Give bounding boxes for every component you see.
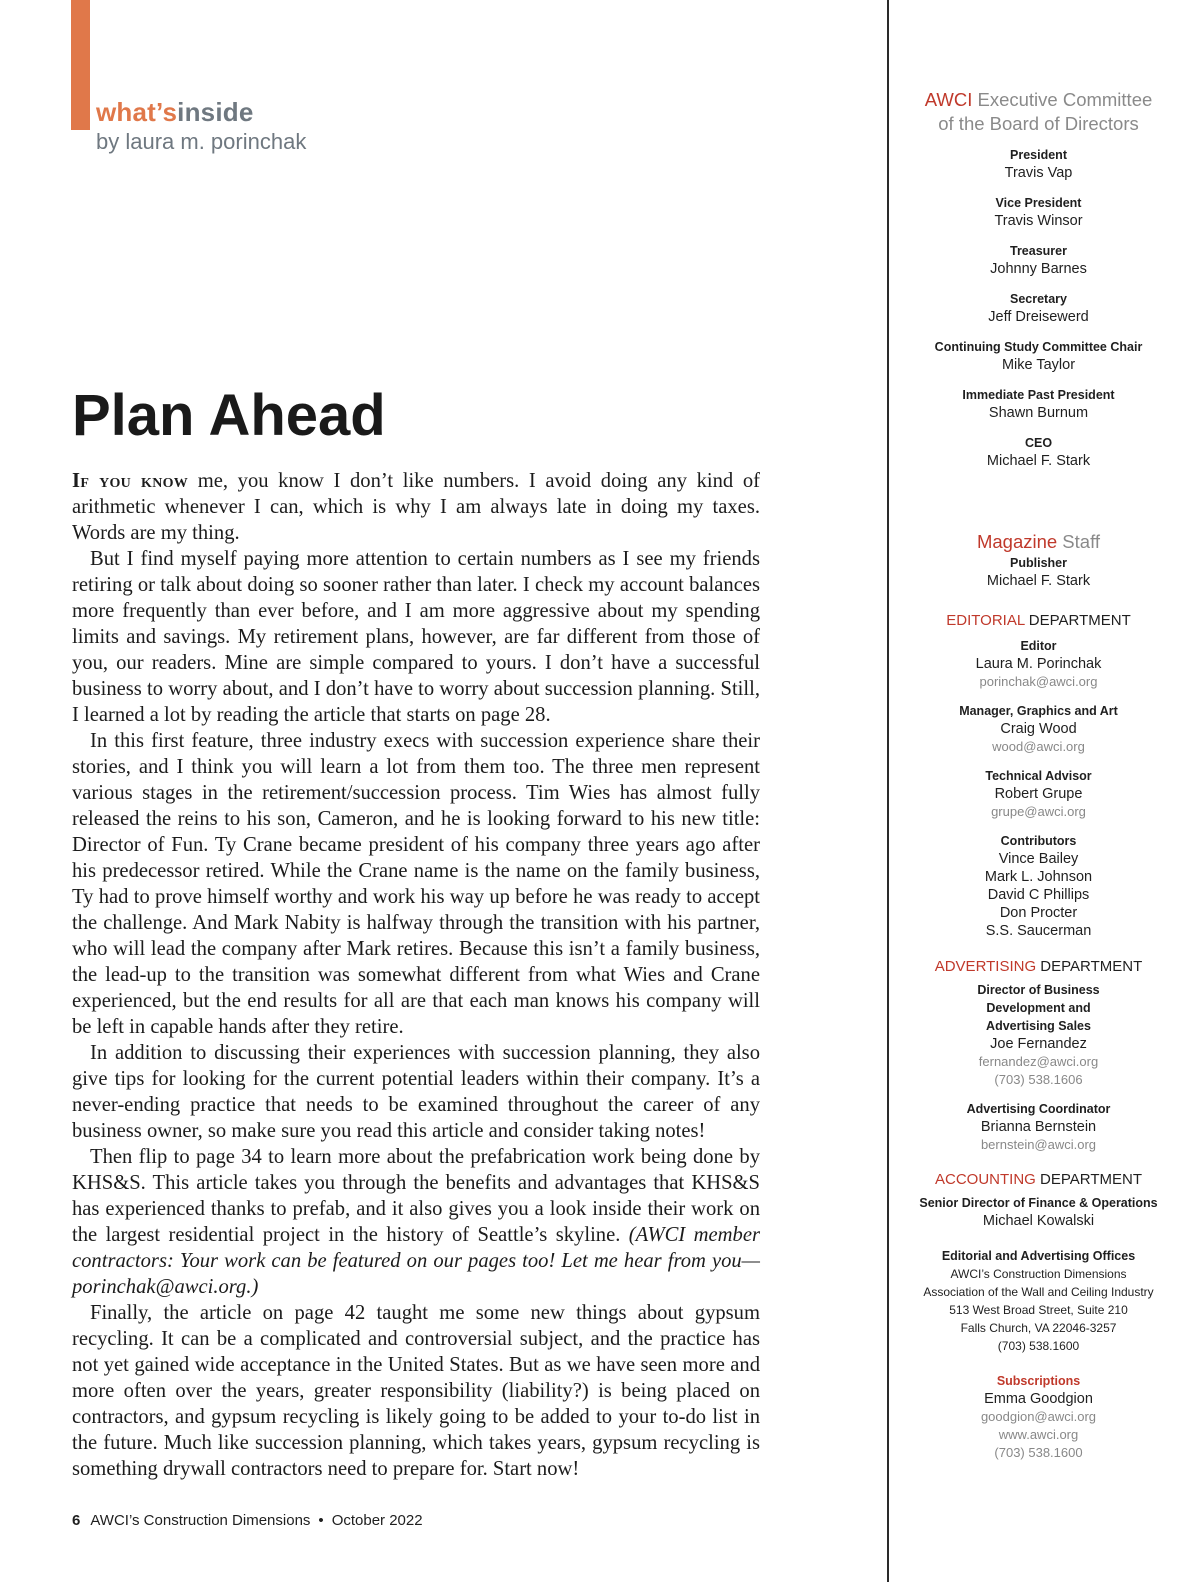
- ad-director-email: fernandez@awci.org: [978, 1054, 1099, 1069]
- ad-director-phone: (703) 538.1606: [994, 1072, 1083, 1087]
- publication-name: AWCI’s Construction Dimensions: [90, 1512, 311, 1529]
- article-headline: Plan Ahead: [72, 383, 386, 448]
- ad-coordinator-name: Brianna Bernstein: [980, 1119, 1097, 1135]
- exec-entry: [905, 146, 1172, 182]
- offices-line: 513 West Broad Street, Suite 210: [949, 1303, 1128, 1317]
- article-body: [72, 468, 760, 1482]
- finance-entry: [905, 1194, 1172, 1230]
- exec-entry: [905, 194, 1172, 230]
- byline: by laura m. porinchak: [96, 129, 307, 154]
- contributors-role: Contributors: [1000, 834, 1077, 848]
- ad-director-entry: [905, 981, 1172, 1089]
- exec-entry: [905, 290, 1172, 326]
- exec-name: Johnny Barnes: [990, 261, 1087, 277]
- ad-director-role: Advertising Sales: [986, 1019, 1091, 1033]
- exec-entry: [905, 242, 1172, 278]
- publisher-entry: [905, 554, 1172, 590]
- tech-advisor-email: grupe@awci.org: [991, 804, 1086, 819]
- exec-committee-heading: AWCI Executive Committee: [924, 89, 1153, 110]
- exec-name: Michael F. Stark: [986, 453, 1091, 469]
- ad-director-role: Development and: [986, 1001, 1091, 1015]
- offices-heading: Editorial and Advertising Offices: [941, 1249, 1136, 1263]
- graphics-name: Craig Wood: [1000, 721, 1077, 737]
- offices-entry: [905, 1247, 1172, 1355]
- column-divider: [887, 0, 889, 1582]
- subscriptions-email: goodgion@awci.org: [980, 1409, 1097, 1424]
- article-paragraph: But I find myself paying more attention to certain numbers as I see my friends retiring or talk about doing so sooner rather than later. I check my account balances more frequently than ever before, and I am more aggressive about my spending limits and savings. My retirement plans, however, are far different from those of you, our readers. Mine are simple compared to yours. I don’t have a successful business to worry about, and I don’t have to worry about succession planning. Still, I learned a lot by reading the article that starts on page 28.: [72, 548, 760, 726]
- finance-role: Senior Director of Finance & Operations: [919, 1196, 1158, 1210]
- editor-role: Editor: [1020, 639, 1057, 653]
- exec-name: Travis Vap: [1004, 165, 1073, 181]
- section-kicker: what’sinside: [96, 97, 254, 127]
- ad-coordinator-email: bernstein@awci.org: [980, 1137, 1097, 1152]
- exec-name: Shawn Burnum: [988, 405, 1089, 421]
- ad-director-role: Director of Business: [977, 983, 1100, 997]
- contributor-name: Don Procter: [999, 905, 1078, 921]
- exec-role: Vice President: [995, 196, 1082, 210]
- article-paragraph: In addition to discussing their experiences with succession planning, they also give tips for looking for the current potential leaders within their company. It’s a never-ending practice that needs to be examined throughout the career of any business owner, so make sure you read this article and consider taking notes!: [72, 1042, 760, 1142]
- magazine-staff-heading: Magazine Staff: [976, 531, 1101, 552]
- contributor-name: S.S. Saucerman: [985, 923, 1092, 939]
- section-header: [96, 97, 306, 156]
- subscriptions-name: Emma Goodgion: [984, 1391, 1093, 1407]
- publisher-name: Michael F. Stark: [986, 573, 1091, 589]
- offices-line: AWCI’s Construction Dimensions: [950, 1267, 1127, 1281]
- offices-phone: (703) 538.1600: [997, 1339, 1080, 1353]
- accent-bar: [71, 0, 90, 130]
- contributor-name: Mark L. Johnson: [984, 869, 1093, 885]
- subscriptions-heading: Subscriptions: [996, 1374, 1081, 1388]
- exec-entry: [905, 434, 1172, 470]
- masthead-sidebar: [905, 88, 1172, 1462]
- issue-date: October 2022: [331, 1512, 423, 1529]
- editor-name: Laura M. Porinchak: [975, 656, 1102, 672]
- contributors-entry: [905, 832, 1172, 940]
- exec-committee-subheading: of the Board of Directors: [938, 113, 1139, 134]
- exec-name: Mike Taylor: [1001, 357, 1076, 373]
- exec-role: Immediate Past President: [962, 388, 1115, 402]
- contributor-name: Vince Bailey: [998, 851, 1079, 867]
- exec-role: Secretary: [1010, 292, 1067, 306]
- publisher-role: Publisher: [1010, 556, 1067, 570]
- footer-separator: •: [318, 1512, 324, 1529]
- ad-coordinator-entry: [905, 1100, 1172, 1154]
- article-paragraph: Then flip to page 34 to learn more about the prefabrication work being done by KHS&S. This article takes you through the benefits and advantages that KHS&S has experienced thanks to prefab, and it also gives you a look inside their work on the largest residential project in the history of Seattle’s skyline. (AWCI member contractors: Your work can be featured on our pages too! Let me hear from you—porinchak@awci.org.): [72, 1146, 760, 1298]
- article-paragraph: In this first feature, three industry execs with succession experience share their stories, and I think you will learn a lot from them too. The three men represent various stages in the retirement/succession process. Tim Wies has almost fully released the reins to his son, Cameron, and he is looking forward to his new title: Director of Fun. Ty Crane became president of his company three years ago after his predecessor retired. While the Crane name is the name on the family business, Ty had to prove himself worthy and work his way up before he was ready to accept the challenge. And Mark Nabity is halfway through the transition with his partner, who will lead the company after Mark retires. Because this isn’t a family business, the lead-up to the transition was somewhat different from what Wies and Crane experienced, but the end results for all are that each man knows his company will be left in capable hands after they retire.: [72, 730, 760, 1038]
- article-paragraph: Finally, the article on page 42 taught me some new things about gypsum recycling. It can be a complicated and controversial subject, and the practice has not yet gained wide acceptance in the United States. But as we have seen more and more often over the years, greater responsibility (liability?) is being placed on contractors, and gypsum recycling is likely going to be added to your to-do list in the future. Much like succession planning, which takes years, gypsum recycling is something drywall contractors need to prepare for. Start now!: [72, 1302, 760, 1480]
- exec-entry: [905, 386, 1172, 422]
- page-footer: [72, 1512, 423, 1529]
- contributor-name: David C Phillips: [987, 887, 1090, 903]
- tech-advisor-name: Robert Grupe: [994, 786, 1083, 802]
- editorial-department-heading: EDITORIAL DEPARTMENT: [946, 612, 1131, 629]
- editor-email: porinchak@awci.org: [979, 674, 1098, 689]
- article-paragraph: If you know me, you know I don’t like numbers. I avoid doing any kind of arithmetic whenever I can, which is why I am always late in doing my taxes. Words are my thing.: [72, 470, 760, 544]
- graphics-email: wood@awci.org: [992, 739, 1085, 754]
- lead-in: If you know: [72, 470, 189, 492]
- subscriptions-phone: (703) 538.1600: [994, 1445, 1083, 1460]
- member-callout: (AWCI member contractors: Your work can be featured on our pages too! Let me hear from you—porinchak@awci.org.): [72, 1224, 760, 1298]
- advertising-department-heading: ADVERTISING DEPARTMENT: [934, 958, 1143, 975]
- finance-name: Michael Kowalski: [982, 1213, 1095, 1229]
- subscriptions-entry: [905, 1372, 1172, 1462]
- exec-role: CEO: [1024, 436, 1053, 450]
- graphics-entry: [905, 702, 1172, 756]
- ad-director-name: Joe Fernandez: [990, 1036, 1087, 1052]
- offices-line: Association of the Wall and Ceiling Industry: [923, 1285, 1154, 1299]
- editor-entry: [905, 637, 1172, 691]
- exec-role: Continuing Study Committee Chair: [934, 340, 1143, 354]
- tech-advisor-role: Technical Advisor: [985, 769, 1092, 783]
- exec-role: President: [1010, 148, 1067, 162]
- exec-name: Jeff Dreisewerd: [988, 309, 1089, 325]
- exec-entry: [905, 338, 1172, 374]
- tech-advisor-entry: [905, 767, 1172, 821]
- accounting-department-heading: ACCOUNTING DEPARTMENT: [935, 1171, 1142, 1188]
- page-number: 6: [72, 1512, 81, 1529]
- graphics-role: Manager, Graphics and Art: [959, 704, 1118, 718]
- website-url: www.awci.org: [998, 1427, 1079, 1442]
- exec-role: Treasurer: [1010, 244, 1067, 258]
- offices-line: Falls Church, VA 22046-3257: [960, 1321, 1117, 1335]
- exec-name: Travis Winsor: [994, 213, 1083, 229]
- ad-coordinator-role: Advertising Coordinator: [966, 1102, 1111, 1116]
